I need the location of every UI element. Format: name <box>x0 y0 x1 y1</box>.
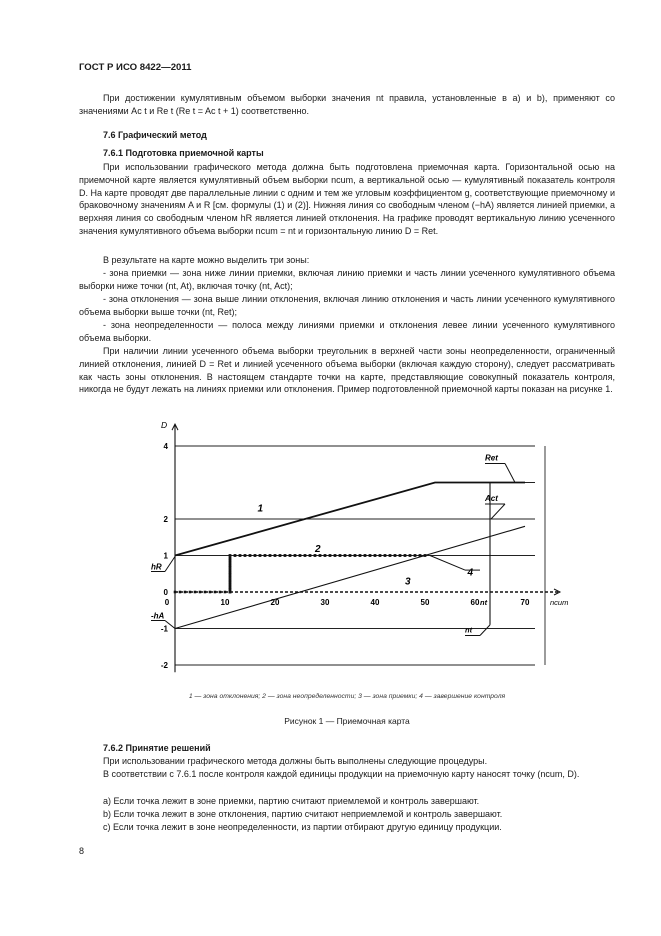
data-point <box>254 554 257 557</box>
section-7-6-title: 7.6 Графический метод <box>103 130 207 140</box>
data-point <box>229 561 232 564</box>
x-tick-label: 40 <box>370 598 380 607</box>
data-point <box>229 571 232 574</box>
x-tick-label: 0 <box>164 598 170 607</box>
zone-4-leader <box>430 556 465 571</box>
data-point <box>259 554 262 557</box>
act-label: Act <box>485 494 498 503</box>
data-point <box>419 554 422 557</box>
data-point <box>184 591 187 594</box>
figure-caption: Рисунок 1 — Приемочная карта <box>284 716 410 726</box>
data-point <box>244 554 247 557</box>
section-7-6-2-title: 7.6.2 Принятие решений <box>103 743 211 753</box>
data-point <box>304 554 307 557</box>
section-7-6-2-paragraph-2: В соответствии с 7.6.1 после контроля каждой единицы продукции на приемочную карту наносят точку (ncum, D). <box>103 769 580 779</box>
data-point <box>354 554 357 557</box>
data-point <box>359 554 362 557</box>
data-point <box>189 591 192 594</box>
data-point <box>384 554 387 557</box>
data-point <box>174 591 177 594</box>
data-point <box>334 554 337 557</box>
data-point <box>229 579 232 582</box>
data-point <box>199 591 202 594</box>
data-point <box>394 554 397 557</box>
data-point <box>329 554 332 557</box>
nt-leader <box>480 625 490 636</box>
zone-rejection-text: - зона отклонения — зона выше линии отклонения, включая линию отклонения и часть линии усеченного кумулятивного объема выборки выше точки (nt, Ret); <box>79 294 615 317</box>
data-point <box>229 554 232 557</box>
data-point <box>219 591 222 594</box>
data-point <box>414 554 417 557</box>
decision-item-b: b) Если точка лежит в зоне отклонения, партию считают неприемлемой и контроль завершают. <box>103 808 503 819</box>
data-point <box>299 554 302 557</box>
x-tick-label: 10 <box>220 598 230 607</box>
y-tick-label: 2 <box>163 515 168 524</box>
data-point <box>284 554 287 557</box>
x-tick-label: 60 <box>470 598 480 607</box>
zone-label-2: 2 <box>315 543 321 555</box>
data-point <box>309 554 312 557</box>
data-point <box>349 554 352 557</box>
zone-label-4: 4 <box>467 567 474 579</box>
data-point <box>234 554 237 557</box>
data-point <box>229 576 232 579</box>
decision-item-a: a) Если точка лежит в зоне приемки, партию считают приемлемой и контроль завершают. <box>103 796 480 806</box>
page-number: 8 <box>79 846 85 856</box>
data-point <box>379 554 382 557</box>
data-point <box>229 564 232 567</box>
zone-uncertainty-text: - зона неопределенности — полоса между линиями приемки и отклонения левее линии усеченного кумулятивного объема выборки. <box>79 320 615 343</box>
data-point <box>369 554 372 557</box>
data-point <box>179 591 182 594</box>
data-point <box>229 591 232 594</box>
ret-label: Ret <box>485 453 498 463</box>
data-point <box>344 554 347 557</box>
x-tick-label: 50 <box>420 598 430 607</box>
x-tick-label: 20 <box>270 598 280 607</box>
section-7-6-1-title: 7.6.1 Подготовка приемочной карты <box>103 148 264 158</box>
data-point <box>294 554 297 557</box>
data-point <box>264 554 267 557</box>
y-axis-label: D <box>161 420 168 431</box>
document-header: ГОСТ Р ИСО 8422—2011 <box>79 62 192 73</box>
figure-key: 1 — зона отклонения; 2 — зона неопределенности; 3 — зона приемки; 4 — завершение контроля <box>188 693 506 700</box>
section-7-6-1-paragraph-1: При использовании графического метода должна быть подготовлена приемочная карта. Горизонтальной осью на приемочной карте является кумулятивный объем выборки ncum, а вертикальной осью — кумулятивный показатель контроля D. На карте проводят две параллельные линии с одним и тем же угловым коэффициентом g, соответствующие приемочному и браковочному значениям A и R [см. формулы (1) и (2)]. Нижняя линия со свободным членом (−hA) является линией приемки, а верхняя линия со свободным членом hR является линией отклонения. На графике проводят вертикальную линию усеченного значения кумулятивного объема выборки ncum = nt и горизонтальную линию D = Ret. <box>79 162 615 236</box>
data-point <box>229 557 232 560</box>
y-tick-label: -1 <box>160 624 168 634</box>
chart-axes <box>172 424 560 672</box>
act-leader <box>491 504 505 519</box>
hR-label: hR <box>151 562 162 572</box>
data-point <box>409 554 412 557</box>
data-point <box>364 554 367 557</box>
ret-leader <box>505 464 515 483</box>
data-point <box>279 554 282 557</box>
data-point <box>274 554 277 557</box>
data-point <box>374 554 377 557</box>
zone-label-3: 3 <box>405 576 411 588</box>
data-point <box>204 591 207 594</box>
data-point <box>324 554 327 557</box>
data-point <box>389 554 392 557</box>
data-point <box>229 586 232 589</box>
intro-paragraph: При достижении кумулятивным объемом выборки значения nt правила, установленные в а) и b), применяют со значениями Ac t и Re t (Re t = Ac t + 1) соответственно. <box>79 93 615 116</box>
data-point <box>249 554 252 557</box>
acceptance-chart <box>140 420 569 686</box>
data-point <box>229 583 232 586</box>
section-7-6-1-paragraph-3: При наличии линии усеченного объема выборки треугольник в верхней части зоны неопределенности, ограниченный линией отклонения, линией D = Ret и линией усеченного объема выборки (включая каждую сторону), следует рассматривать как часть зоны отклонения. В настоящем стандарте точки на карте, представляющие совокупный показатель контроля, никогда не будут лежать на линиях приемки или отклонения. Пример подготовленной приемочной карты показан на рисунке 1. <box>79 346 615 395</box>
nt-label-2: nt <box>465 625 473 635</box>
data-point <box>424 554 427 557</box>
decision-item-c: c) Если точка лежит в зоне неопределенности, из партии отбирают другую единицу продукции. <box>103 821 502 832</box>
data-point <box>209 591 212 594</box>
y-tick-label: 4 <box>163 442 168 451</box>
data-point <box>229 569 232 572</box>
data-point <box>339 554 342 557</box>
data-point <box>269 554 272 557</box>
x-axis-label: ncum <box>550 598 569 607</box>
section-7-6-1-paragraph-2: В результате на карте можно выделить три зоны: <box>103 255 310 265</box>
data-point <box>214 591 217 594</box>
y-tick-label: -2 <box>160 661 168 670</box>
data-point <box>289 554 292 557</box>
y-tick-label: 0 <box>163 588 168 597</box>
data-point <box>399 554 402 557</box>
decision-list <box>103 795 502 833</box>
data-point <box>404 554 407 557</box>
nt-label: nt <box>480 598 488 607</box>
data-point <box>194 591 197 594</box>
data-point <box>224 591 227 594</box>
zone-acceptance-text: - зона приемки — зона ниже линии приемки, включая линию приемки и часть линии усеченного кумулятивного объема выборки ниже точки (nt, At), включая точку (nt, Act); <box>79 268 615 291</box>
data-point <box>239 554 242 557</box>
section-7-6-2-paragraph-1: При использовании графического метода должны быть выполнены следующие процедуры. <box>103 756 488 766</box>
hA-label: -hA <box>151 611 165 621</box>
x-tick-label: 70 <box>520 598 530 607</box>
x-tick-label: 30 <box>320 598 330 607</box>
y-tick-label: 1 <box>163 551 168 561</box>
chart-points <box>174 554 427 593</box>
zone-label-1: 1 <box>257 503 264 515</box>
